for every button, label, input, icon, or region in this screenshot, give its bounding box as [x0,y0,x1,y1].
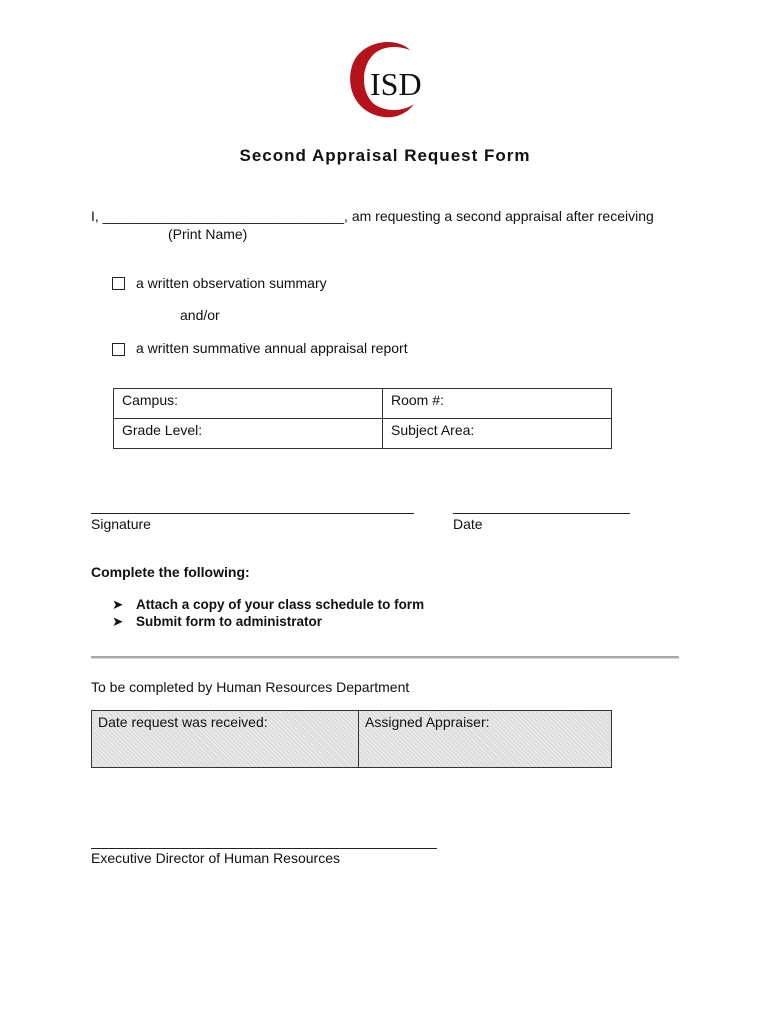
instruction-text: Submit form to administrator [136,614,323,629]
logo-letters: ISD [370,66,422,102]
request-statement: I, _______________________________, am requesting a second appraisal after receiving [91,208,654,224]
arrow-bullet-icon: ➤ [112,597,124,612]
print-name-label: (Print Name) [168,226,248,242]
grade-level-label: Grade Level: [122,422,203,438]
table-row [114,389,612,419]
instruction-text: Attach a copy of your class schedule to form [136,597,425,612]
list-item [112,597,424,613]
arrow-bullet-icon: ➤ [112,614,124,629]
room-label: Room #: [391,392,444,408]
director-signature-line[interactable] [91,848,437,849]
campus-field[interactable] [114,389,383,419]
cisd-logo [344,38,436,120]
section-divider [91,656,679,659]
room-field[interactable] [383,389,612,419]
summative-report-checkbox[interactable] [112,343,125,356]
campus-label: Campus: [122,392,179,408]
table-row [114,419,612,449]
assigned-appraiser-field[interactable] [359,711,611,767]
and-or-text: and/or [180,307,220,323]
date-line[interactable] [453,513,630,514]
signature-line[interactable] [91,513,414,514]
date-received-field[interactable] [92,711,359,767]
form-title: Second Appraisal Request Form [239,146,531,165]
observation-summary-checkbox[interactable] [112,277,125,290]
director-label: Executive Director of Human Resources [91,850,340,866]
observation-summary-label: a written observation summary [136,275,327,291]
subject-area-label: Subject Area: [391,422,475,438]
complete-heading: Complete the following: [91,564,250,580]
list-item [112,614,322,630]
hr-section-heading: To be completed by Human Resources Department [91,679,410,695]
date-label: Date [453,516,483,532]
assigned-appraiser-label: Assigned Appraiser: [365,714,490,730]
employee-info-table [113,388,612,449]
hr-use-table [91,710,612,768]
signature-label: Signature [91,516,151,532]
grade-level-field[interactable] [114,419,383,449]
summative-report-label: a written summative annual appraisal report [136,340,408,356]
subject-area-field[interactable] [383,419,612,449]
date-received-label: Date request was received: [98,714,268,730]
